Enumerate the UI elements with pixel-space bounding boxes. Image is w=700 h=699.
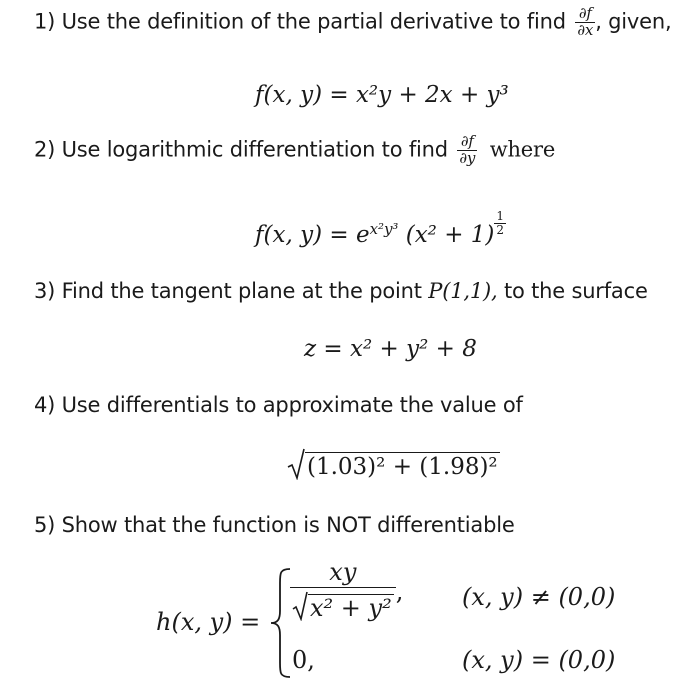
question-3-number: 3): [34, 279, 56, 303]
q2-formula-power: [494, 210, 506, 236]
question-1-prompt: Use the definition of the partial derivative to find: [61, 9, 566, 34]
square-root: [292, 591, 394, 621]
question-4-text: [34, 393, 523, 417]
question-3-prompt: Find the tangent plane at the point: [61, 279, 422, 303]
question-2-text: [34, 134, 555, 167]
question-4-number: 4): [34, 393, 56, 417]
q2-formula-lhs: f(x, y) =: [255, 221, 349, 248]
partial-numerator: ∂f: [575, 6, 595, 23]
question-2-number: 2): [34, 137, 56, 162]
q5-radicand: x² + y²: [310, 594, 392, 622]
power-numerator: 1: [496, 209, 505, 223]
question-3-point: P(1,1),: [428, 279, 498, 303]
q5-case-2-value: 0,: [292, 646, 315, 674]
partial-f-partial-x: [575, 6, 595, 39]
partial-denominator: ∂x: [577, 20, 594, 39]
question-1-formula: [255, 82, 509, 108]
question-3-text: [34, 279, 648, 303]
q5-lhs: h(x, y) =: [156, 608, 261, 636]
power-denominator: 2: [496, 222, 505, 237]
question-4-prompt: Use differentials to approximate the value of: [61, 393, 523, 417]
question-1-tail: , given,: [595, 9, 672, 34]
question-1-number: 1): [34, 9, 56, 34]
q2-formula-exponent: x²y³: [369, 219, 399, 238]
piecewise-brace: [268, 567, 292, 679]
question-1-text: [34, 6, 671, 39]
q5-case-1-denominator: [290, 588, 396, 626]
q5-case-1-value: [290, 560, 403, 626]
partial-f-partial-y: [457, 134, 477, 167]
q5-case-1-numerator: xy: [290, 560, 396, 588]
q5-case-1-comma: ,: [395, 577, 404, 606]
q5-case-1-fraction: [290, 560, 396, 626]
question-4-formula: [287, 448, 500, 486]
q4-radicand: (1.03)² + (1.98)²: [307, 454, 498, 480]
radical-sign: [292, 591, 308, 621]
question-3-tail: to the surface: [503, 279, 648, 303]
question-2-prompt: Use logarithmic differentiation to find: [61, 137, 448, 162]
square-root: [287, 448, 500, 480]
question-2-tail: where: [489, 137, 556, 162]
q1-formula-rhs: x²y + 2x + y³: [355, 82, 509, 108]
question-5-prompt: Show that the function is NOT differentiable: [61, 513, 515, 537]
question-2-formula: [255, 210, 506, 248]
q2-formula-base: e: [355, 221, 370, 248]
partial-denominator: ∂y: [459, 148, 476, 167]
question-5-text: [34, 513, 515, 537]
question-3-formula: z = x² + y² + 8: [304, 336, 477, 362]
radical-sign: [287, 448, 305, 480]
question-5-number: 5): [34, 513, 56, 537]
q1-formula-lhs: f(x, y) =: [255, 82, 349, 108]
q5-case-2-condition: (x, y) = (0,0): [462, 646, 616, 674]
q5-case-1-condition: (x, y) ≠ (0,0): [462, 583, 616, 611]
q2-formula-middle: (x² + 1): [405, 221, 495, 248]
partial-numerator: ∂f: [457, 134, 477, 151]
